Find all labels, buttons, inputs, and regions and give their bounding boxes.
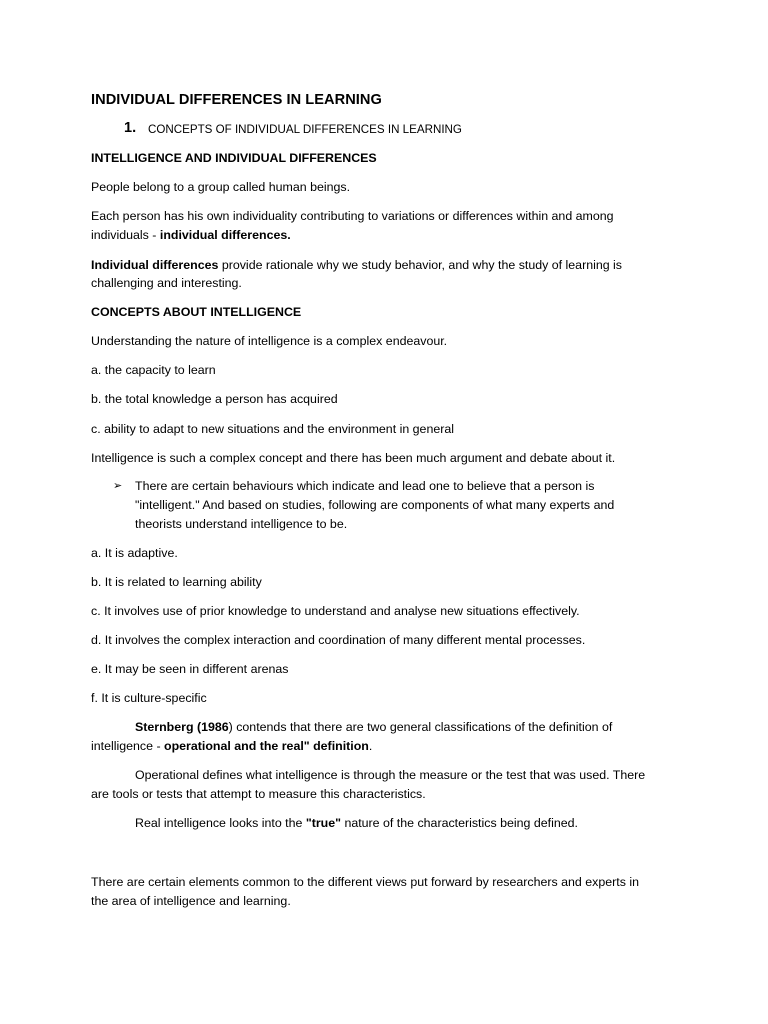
list-item: d. It involves the complex interaction and coordination of many different mental processes. [91,633,586,647]
paragraph-individuality-line2 [91,226,651,245]
section-heading: CONCEPTS OF INDIVIDUAL DIFFERENCES IN LEARNING [148,123,462,136]
paragraph-rationale-line2: challenging and interesting. [91,276,242,290]
paragraph-operational-line1: Operational defines what intelligence is through the measure or the test that was used. There [135,768,646,782]
section-number: 1. [124,120,137,136]
paragraph-sternberg-line1 [91,718,651,737]
text-span: provide rationale why we study behavior, and why the study of learning is [218,258,623,272]
text-span: ) contends that there are two general classifications of the definition of [228,720,613,734]
emphasis-definition-types: operational and the real" definition [164,739,369,753]
list-item: b. the total knowledge a person has acquired [91,392,338,406]
emphasis-individual-differences: Individual differences [91,258,219,272]
bullet-line2: "intelligent." And based on studies, following are components of what many experts and [135,498,615,512]
paragraph-rationale-line1 [91,256,651,275]
text-span: individuals - [91,228,160,242]
paragraph-common-elements-line2: the area of intelligence and learning. [91,894,291,908]
list-item: c. It involves use of prior knowledge to understand and analyse new situations effectively. [91,604,580,618]
document-title: INDIVIDUAL DIFFERENCES IN LEARNING [91,92,382,108]
text-span: intelligence - [91,739,165,753]
text-span: . [368,739,373,753]
paragraph-individuality-line1: Each person has his own individuality contributing to variations or differences within and among [91,209,614,223]
subheading-intelligence-differences: INTELLIGENCE AND INDIVIDUAL DIFFERENCES [91,151,377,165]
bullet-line1: There are certain behaviours which indicate and lead one to believe that a person is [135,479,595,493]
paragraph-human-beings: People belong to a group called human beings. [91,180,351,194]
list-item: f. It is culture-specific [91,691,207,705]
paragraph-real-intelligence [91,814,651,833]
text-span: nature of the characteristics being defined. [341,816,578,830]
bullet-line3: theorists understand intelligence to be. [135,517,348,531]
paragraph-sternberg-line2 [91,737,651,756]
paragraph-complex-endeavour: Understanding the nature of intelligence is a complex endeavour. [91,334,448,348]
arrow-bullet-icon: ➢ [113,480,123,492]
list-item: c. ability to adapt to new situations and the environment in general [91,422,454,436]
emphasis-sternberg: Sternberg (1986 [135,720,229,734]
paragraph-operational-line2: are tools or tests that attempt to measure this characteristics. [91,787,426,801]
paragraph-complex-concept: Intelligence is such a complex concept and there has been much argument and debate about it. [91,451,616,465]
list-item: b. It is related to learning ability [91,575,262,589]
text-span: Real intelligence looks into the [135,816,306,830]
subheading-concepts-intelligence: CONCEPTS ABOUT INTELLIGENCE [91,305,302,319]
emphasis-true: "true" [305,816,341,830]
paragraph-common-elements-line1: There are certain elements common to the different views put forward by researchers and experts in [91,875,639,889]
list-item: a. the capacity to learn [91,363,216,377]
list-item: e. It may be seen in different arenas [91,662,289,676]
emphasis-individual-differences: individual differences. [159,228,291,242]
list-item: a. It is adaptive. [91,546,178,560]
